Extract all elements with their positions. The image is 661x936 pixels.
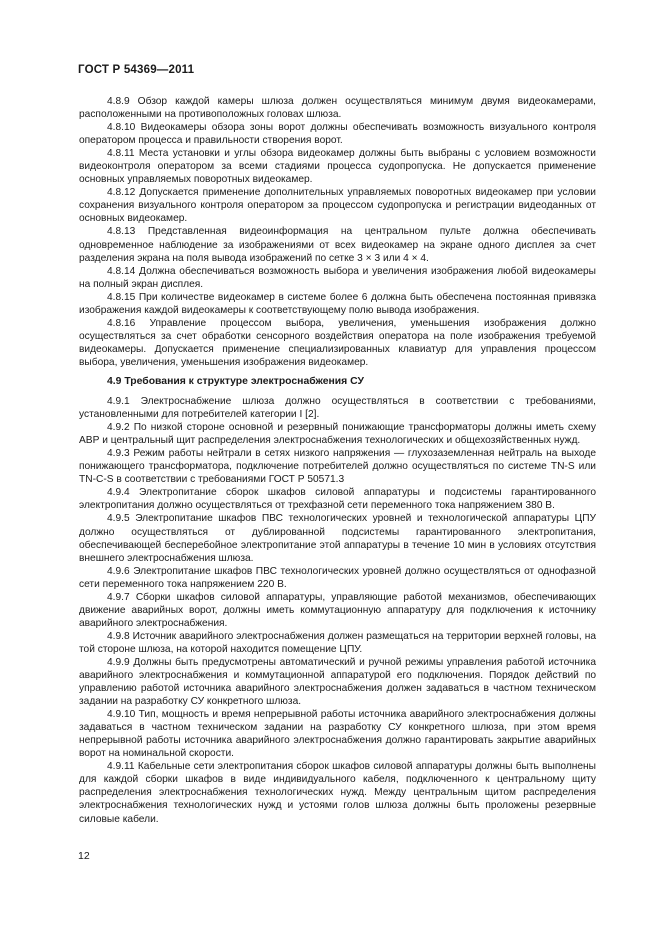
paragraph-4-9-9: 4.9.9 Должны быть предусмотрены автоматический и ручной режимы управления работой источника аварийного электроснабжения и коммутационной аппаратурой его подключения. Порядок действий по управлению работой источника аварийного электроснабжения должен задаваться в частном техническом задании на разработку СУ конкретного шлюза. <box>79 656 596 708</box>
paragraph-4-8-14: 4.8.14 Должна обеспечиваться возможность выбора и увеличения изображения любой видеокамеры на полный экран дисплея. <box>79 265 596 290</box>
paragraph-4-9-6: 4.9.6 Электропитание шкафов ПВС технологических уровней должно осуществляться от однофазной сети переменного тока напряжением 220 В. <box>79 565 596 590</box>
paragraph-4-8-9: 4.8.9 Обзор каждой камеры шлюза должен осуществляться минимум двумя видеокамерами, расположенными на противоположных головах шлюза. <box>79 96 596 121</box>
paragraph-4-8-13: 4.8.13 Представленная видеоинформация на центральном пульте должна обеспечивать одновременное наблюдение за изображениями от всех видеокамер на экране одного дисплея за счет разделения экрана на поля вывода изображений по сетке 3 × 3 или 4 × 4. <box>79 226 596 264</box>
paragraph-4-9-8: 4.9.8 Источник аварийного электроснабжения должен размещаться на территории верхней головы, на той стороне шлюза, на которой находится помещение ЦПУ. <box>79 630 596 655</box>
section-title-4-9: 4.9 Требования к структуре электроснабжения СУ <box>107 375 364 387</box>
paragraph-4-9-11: 4.9.11 Кабельные сети электропитания сборок шкафов силовой аппаратуры должны быть выполнены для каждой сборки шкафов в виде индивидуального кабеля, подключенного к центральному щиту распределения электроснабжения технологических нужд. Между центральным щитом распределения электроснабжения технологических нужд и устоями голов шлюза должны быть проложены резервные силовые кабели. <box>79 761 596 825</box>
paragraph-4-8-11: 4.8.11 Места установки и углы обзора видеокамер должны быть выбраны с условием возможности видеоконтроля оператором за всеми стадиями процесса судопропуска. Не допускается применение основных управляемых поворотных видеокамер. <box>79 148 596 186</box>
paragraph-4-9-3: 4.9.3 Режим работы нейтрали в сетях низкого напряжения — глухозаземленная нейтраль на выходе понижающего трансформатора, подключение потребителей должно осуществляться по системе TN-S или TN-C-S в соответствии с требованиями ГОСТ Р 50571.3 <box>79 448 596 486</box>
page-number: 12 <box>78 850 90 862</box>
paragraph-4-8-16: 4.8.16 Управление процессом выбора, увеличения, уменьшения изображения должно осуществляться за счет обработки сенсорного воздействия оператора на поле изображения требуемой видеокамеры. Допускается применение специализированных клавиатур для управления процессом выбора, увеличения, уменьшения изображения видеокамер. <box>79 317 596 368</box>
paragraph-4-8-15: 4.8.15 При количестве видеокамер в системе более 6 должна быть обеспечена постоянная привязка изображения каждой видеокамеры к соответствующему полю вывода изображения. <box>79 291 596 316</box>
paragraph-4-8-12: 4.8.12 Допускается применение дополнительных управляемых поворотных видеокамер при условии сохранения визуального контроля оператором за процессом судопропуска и регистрации видеоданных от основных видеокамер. <box>79 187 596 225</box>
paragraph-4-9-2: 4.9.2 По низкой стороне основной и резервный понижающие трансформаторы должны иметь схему АВР и центральный щит распределения электроснабжения технологических и общехозяйственных нужд. <box>79 422 596 447</box>
paragraph-4-8-10: 4.8.10 Видеокамеры обзора зоны ворот должны обеспечивать возможность визуального контроля оператором процесса и правильности створения ворот. <box>79 122 596 147</box>
paragraph-4-9-7: 4.9.7 Сборки шкафов силовой аппаратуры, управляющие работой механизмов, обеспечивающих движение аварийных ворот, должны иметь коммутационную аппаратуру для подключения к источнику аварийного электроснабжения. <box>79 591 596 629</box>
paragraph-4-9-4: 4.9.4 Электропитание сборок шкафов силовой аппаратуры и подсистемы гарантированного электропитания должно осуществляться от трехфазной сети переменного тока напряжением 380 В. <box>79 487 596 512</box>
paragraph-4-9-5: 4.9.5 Электропитание шкафов ПВС технологических уровней и технологической аппаратуры ЦПУ должно осуществляться от дублированной подсистемы гарантированного электропитания, обеспечивающей бесперебойное электропитание этой аппаратуры в течение 10 мин в условиях отсутствия внешнего электроснабжения шлюза. <box>79 513 596 564</box>
paragraph-4-9-10: 4.9.10 Тип, мощность и время непрерывной работы источника аварийного электроснабжения должны задаваться в частном техническом задании на разработку СУ конкретного шлюза, при этом время непрерывной работы источника аварийного электроснабжения должно гарантировать закрытие аварийных ворот на номинальной скорости. <box>79 709 596 760</box>
body-text <box>79 95 596 826</box>
paragraph-4-9-1: 4.9.1 Электроснабжение шлюза должно осуществляться в соответствии с требованиями, установленными для потребителей категории I [2]. <box>79 396 596 421</box>
standard-header: ГОСТ Р 54369—2011 <box>78 64 195 76</box>
